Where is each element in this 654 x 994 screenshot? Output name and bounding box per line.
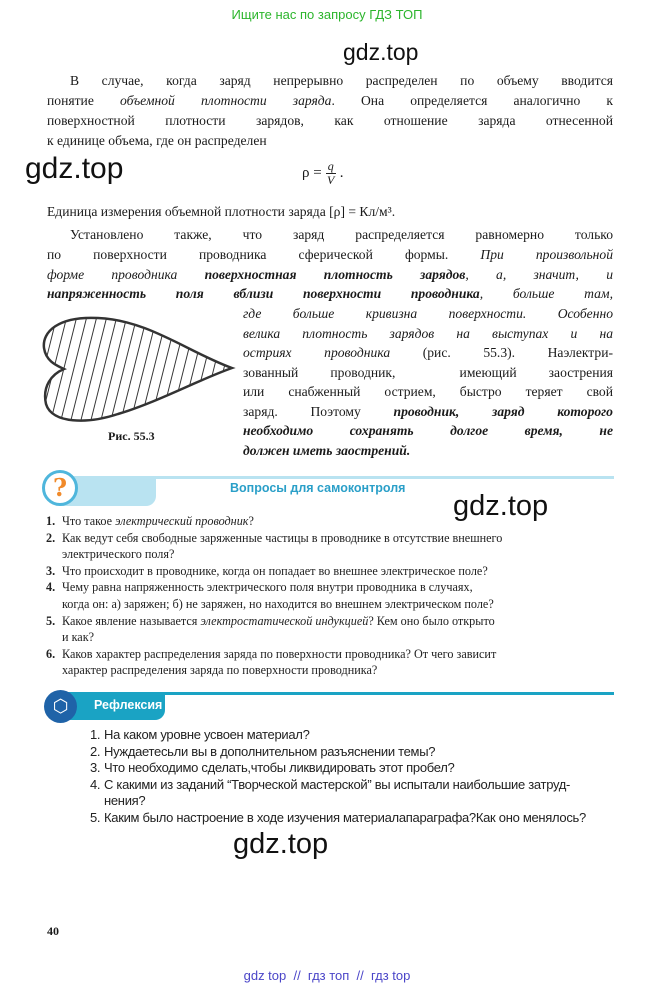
questions-title: Вопросы для самоконтроля [230,481,406,495]
text-segment: заряд. Поэтому [243,404,394,419]
watermark: gdz.top [343,39,419,65]
text-line [47,112,613,130]
text-segment: Как ведут себя свободные заряженные частицы в проводнике в отсутствие внешнего [62,530,503,545]
formula-end: . [339,165,344,181]
text-segment: необходимо сохранять долгое время, не [243,423,613,438]
hatch-line [38,312,48,430]
formula-denominator: V [327,173,335,187]
question-number: 3. [46,563,56,578]
text-segment: когда он: а) заряжен; б) не заряжен, но находится во внешнем электрическом поле? [62,597,494,611]
text-segment: форме проводника [47,267,205,282]
reflection-number: 5. [90,809,101,825]
reflection-text: На каком уровне усвоен материал? [104,727,310,742]
top-search-link[interactable]: Ищите нас по запросу ГДЗ ТОП [231,7,423,22]
question-text [62,530,502,546]
text-segment: Что такое [62,514,116,528]
text-segment: , больше там, [479,286,613,301]
text-segment: Чему равна напряженность электрического поля внутри проводника в случаях, [62,580,473,595]
bottom-links[interactable]: gdz top // гдз топ // гдз top [243,968,411,983]
text-line [243,344,613,362]
text-line [70,226,613,244]
reflection-text: нения? [104,793,146,808]
text-segment: Какое явление называется [62,613,201,628]
question-text [62,646,496,662]
text-segment: электрический проводник [115,514,249,528]
text-line [243,442,410,460]
text-line [47,203,395,221]
text-segment: Установлено также, что заряд распределяется равномерно только [70,227,613,242]
formula-numerator: q [327,159,334,173]
reflection-header [44,690,614,726]
watermark: gdz.top [453,490,549,522]
text-line [243,422,613,440]
question-text [62,662,377,678]
text-line [243,383,613,401]
question-number: 1. [46,514,56,528]
text-segment: велика плотность зарядов на выступах и на [243,326,613,341]
text-segment: остриях проводника [243,345,423,360]
text-segment: Каков характер распределения заряда по поверхности проводника? От чего зависит [62,646,497,661]
text-line [70,72,613,90]
molecule-icon: ⬡ [44,690,77,723]
text-segment: электростатической индукцией [200,613,369,628]
hatch-line [228,312,238,430]
watermark: gdz.top [233,828,329,860]
text-line [243,403,613,421]
reflection-text: Нуждаетесьли вы в дополнительном разъяснении темы? [104,743,436,759]
formula [302,160,343,187]
text-line [47,246,613,264]
question-text [62,629,94,645]
text-segment: В случае, когда заряд непрерывно распределен по объему вводится [70,73,613,88]
text-segment: Что происходит в проводнике, когда он попадает во внешнее электрическое поле? [62,563,488,578]
question-number: 6. [46,646,56,661]
reflection-text: Каким было настроение в ходе изучения материалапараграфа?Как оно менялось? [104,809,586,825]
formula-fraction [326,160,336,187]
text-segment: ? Кем оно было открыто [368,613,495,628]
text-segment: или снабженный острием, быстро теряет свой [243,384,613,399]
text-segment: . Она определяется аналогично к [331,93,613,108]
question-number: 2. [46,530,56,545]
text-segment: , а, значит, и [465,267,613,282]
question-number: 5. [46,613,56,628]
reflection-title: Рефлексия [94,698,163,712]
page-number: 40 [47,924,59,938]
text-segment: объемной плотности заряда [119,93,332,108]
text-line [47,285,613,303]
text-segment: характер распределения заряда по поверхности проводника? [62,663,378,678]
text-segment: по поверхности проводника сферической формы. [47,247,481,262]
reflection-number: 1. [90,727,101,742]
text-segment: зованный проводник, имеющий заострения [243,365,613,380]
reflection-number: 2. [90,743,101,759]
text-segment: проводник, заряд которого [393,404,613,419]
watermark: gdz.top [25,152,124,185]
question-text [62,579,473,595]
question-text [62,513,254,529]
text-line [47,132,267,150]
reflection-text: Что необходимо сделать,чтобы ликвидировать этот пробел? [104,760,455,775]
text-segment: поверхностная плотность зарядов [204,267,466,282]
question-text [62,546,174,562]
text-segment: и как? [62,630,95,645]
text-segment: напряженность поля вблизи поверхности проводника [47,286,480,301]
text-segment: где больше кривизна поверхности. Особенно [243,306,613,321]
text-segment: понятие [47,93,120,108]
text-segment: к единице объема, где он распределен [47,133,267,148]
text-segment: поверхностной плотности зарядов, как отношение заряда отнесенной [47,113,613,128]
text-segment: При произвольной [480,247,613,262]
reflection-number: 4. [90,776,101,792]
text-line [47,92,613,110]
text-line [47,266,613,284]
question-number: 4. [46,580,56,595]
question-text [62,613,495,629]
formula-lhs: ρ = [302,165,322,181]
reflection-text: С какими из заданий “Творческой мастерской” вы испытали наибольшие затруд- [104,776,571,792]
reflection-number: 3. [90,760,101,775]
heart-conductor-figure [38,312,238,430]
question-text [62,563,488,579]
question-mark-icon: ? [42,470,78,506]
question-text [62,596,494,612]
text-segment: ? [248,514,254,528]
text-line [243,364,613,382]
figure-caption: Рис. 55.3 [108,429,155,443]
questions-header [40,470,614,506]
text-segment: электрического поля? [62,547,175,562]
text-segment: должен иметь заострений. [243,443,411,458]
text-line [243,325,613,343]
text-line [243,305,613,323]
text-segment: Единица измерения объемной плотности заряда [ρ] = Кл/м³. [47,204,396,219]
text-segment: (рис. 55.3). Наэлектри- [422,345,613,360]
hatch-line [38,312,58,430]
